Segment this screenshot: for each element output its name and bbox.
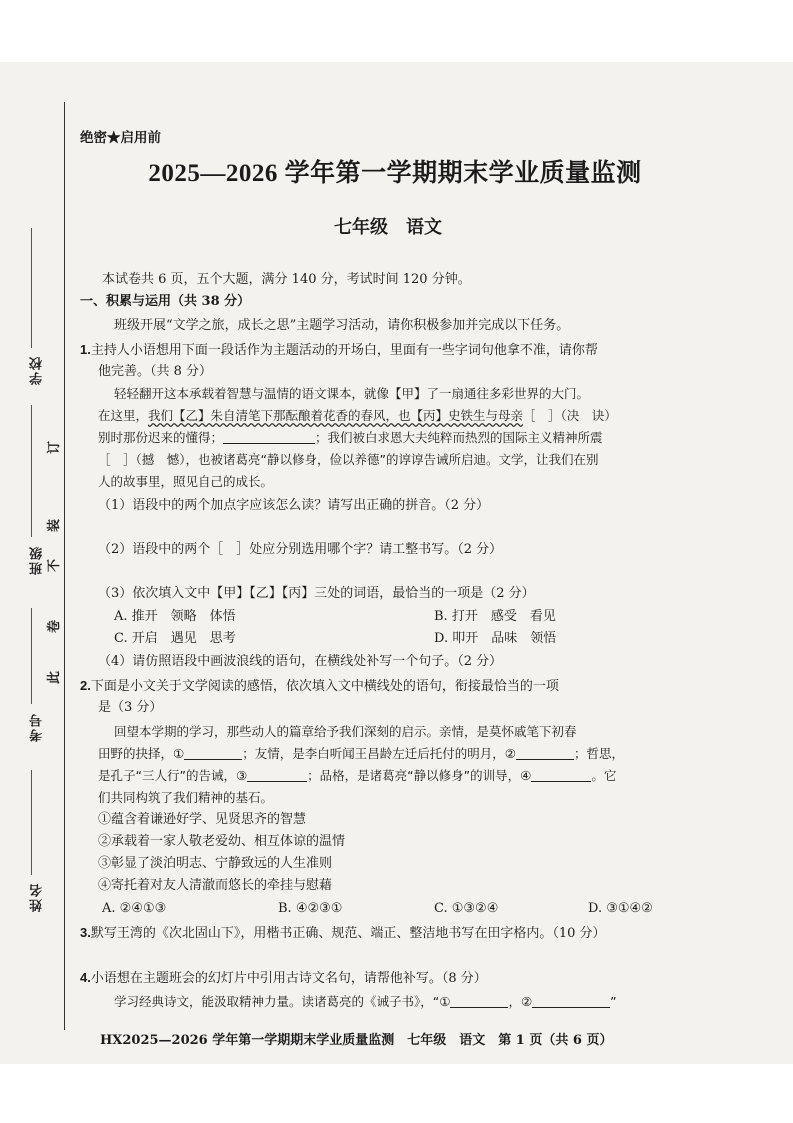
q1-option-b[interactable]: B. 打开 感受 看见	[434, 609, 556, 624]
school-field[interactable]	[31, 228, 32, 348]
wavy-underlined-sentence: 我们【乙】朱自清笔下那酝酿着花香的春风，也【丙】史铁生与母亲	[148, 408, 524, 423]
q4-text: 小语想在主题班会的幻灯片中引用古诗文名句，请帮他补写。（8 分）	[90, 971, 487, 986]
q4-number: 4.	[80, 970, 91, 985]
q4-line: 学习经典诗文，能汲取精神力量。读诸葛亮的《诫子书》，“① ，② ”	[114, 994, 617, 1009]
q1-sub4: （4）请仿照语段中画波浪线的语句，在横线处补写一个句子。（2 分）	[98, 654, 503, 669]
seal-char: 装	[47, 518, 63, 533]
exam-no-field[interactable]	[31, 608, 32, 704]
seal-char: 不	[47, 558, 63, 573]
q2-option-a[interactable]: A. ②④①③	[102, 901, 167, 916]
q2-text: 下面是小文关于文学阅读的感悟，依次填入文中横线处的语句，衔接最恰当的一项	[90, 679, 559, 694]
q2-option-c[interactable]: C. ①③②④	[434, 901, 499, 916]
fill-blank-3[interactable]	[247, 767, 307, 782]
name-field[interactable]	[31, 770, 32, 875]
fill-blank-2[interactable]	[516, 745, 574, 760]
q3-text: 默写王湾的《次北固山下》，用楷书正确、规范、端正、整洁地书写在田字格内。（10 分）	[90, 926, 606, 941]
q3-number: 3.	[80, 925, 91, 940]
page-footer: HX2025—2026 学年第一学期期末学业质量监测 七年级 语文 第 1 页（共 6 页）	[100, 1033, 613, 1048]
q2-item: ③彰显了淡泊明志、宁静致远的人生准则	[98, 856, 333, 871]
q2-option-b[interactable]: B. ④②③①	[278, 901, 343, 916]
fill-blank-1[interactable]	[184, 745, 242, 760]
binding-line	[64, 102, 65, 1030]
seal-char: 此	[47, 670, 63, 685]
fill-blank[interactable]	[223, 429, 315, 444]
q1-text: 主持人小语想用下面一段话作为主题活动的开场白，里面有一些字词句他拿不准，请你帮	[90, 343, 598, 358]
q1-sub2: （2）语段中的两个［ ］处应分别选用哪个字？请工整书写。（2 分）	[98, 542, 503, 557]
q1-number: 1.	[80, 342, 91, 357]
q1-passage-line: ［ ］（撼 憾），也被诸葛亮“静以修身，俭以养德”的谆谆告诫所启迪。文学，让我们在别	[98, 452, 599, 467]
intro-text: 本试卷共 6 页，五个大题，满分 140 分，考试时间 120 分钟。	[102, 272, 471, 287]
q1-passage-line: 别时那份迟来的懂得； ；我们被白求恩大夫纯粹而热烈的国际主义精神所震	[98, 430, 603, 445]
q2-passage-line: 回望本学期的学习，那些动人的篇章给予我们深刻的启示。亲情，是莫怀戚笔下初春	[114, 724, 577, 739]
exam-no-label: 考号	[30, 712, 45, 742]
q1-option-a[interactable]: A. 推开 领略 体悟	[114, 609, 236, 624]
q2-number: 2.	[80, 678, 91, 693]
q1-option-c[interactable]: C. 开启 遇见 思考	[114, 631, 236, 646]
seal-char: 订	[47, 440, 63, 455]
q1-option-d[interactable]: D. 叩开 品味 领悟	[434, 631, 557, 646]
fill-blank-1[interactable]	[450, 993, 508, 1008]
q2-stem	[80, 676, 685, 697]
q2-passage-line: 们共同构筑了我们精神的基石。	[98, 790, 274, 805]
secret-label: 绝密★启用前	[80, 130, 161, 146]
q2-passage-line: 田野的抉择，① ；友情，是李白听闻王昌龄左迁后托付的明月，② ；哲思，	[98, 746, 624, 761]
seal-char: 卷	[47, 619, 63, 634]
q2-item: ④寄托着对友人清澈而悠长的牵挂与慰藉	[98, 878, 333, 893]
q3-stem	[80, 923, 685, 944]
q1-stem	[80, 340, 685, 361]
fill-blank-2[interactable]	[532, 993, 610, 1008]
q2-item: ①蕴含着谦逊好学、见贤思齐的智慧	[98, 812, 307, 827]
q4-stem	[80, 968, 685, 989]
name-label: 姓名	[30, 882, 45, 912]
task-intro: 班级开展“文学之旅，成长之思”主题学习活动，请你积极参加并完成以下任务。	[114, 318, 570, 333]
section-heading: 一、积累与运用（共 38 分）	[80, 294, 251, 309]
exam-subtitle: 七年级 语文	[334, 217, 442, 238]
fill-blank-4[interactable]	[531, 767, 591, 782]
q1-sub1: （1）语段中的两个加点字应该怎么读？请写出正确的拼音。（2 分）	[98, 498, 490, 513]
class-label: 班级	[30, 545, 45, 575]
exam-title: 2025—2026 学年第一学期期末学业质量监测	[148, 160, 642, 187]
q2-passage-line: 是孔子“三人行”的告诫，③ ；品格，是诸葛亮“静以修身”的训导，④ 。它	[98, 768, 617, 783]
q2-option-d[interactable]: D. ③①④②	[588, 901, 653, 916]
q1-passage-line: 轻轻翻开这本承载着智慧与温情的语文课本，就像【甲】了一扇通往多彩世界的大门。	[114, 386, 590, 401]
q1-passage-line: 人的故事里，照见自己的成长。	[98, 474, 274, 489]
q2-item: ②承载着一家人敬老爱幼、相互体谅的温情	[98, 834, 346, 849]
q1-stem-line2: 他完善。（共 8 分）	[98, 364, 213, 379]
q1-passage-line: 在这里，我们【乙】朱自清笔下那酝酿着花香的春风，也【丙】史铁生与母亲［ ］（决 诀）	[98, 408, 617, 423]
q2-stem-line2: 是（3 分）	[98, 700, 163, 715]
q1-sub3: （3）依次填入文中【甲】【乙】【丙】三处的词语，最恰当的一项是（2 分）	[98, 586, 535, 601]
school-label: 学校	[30, 355, 45, 385]
class-field[interactable]	[31, 405, 32, 537]
